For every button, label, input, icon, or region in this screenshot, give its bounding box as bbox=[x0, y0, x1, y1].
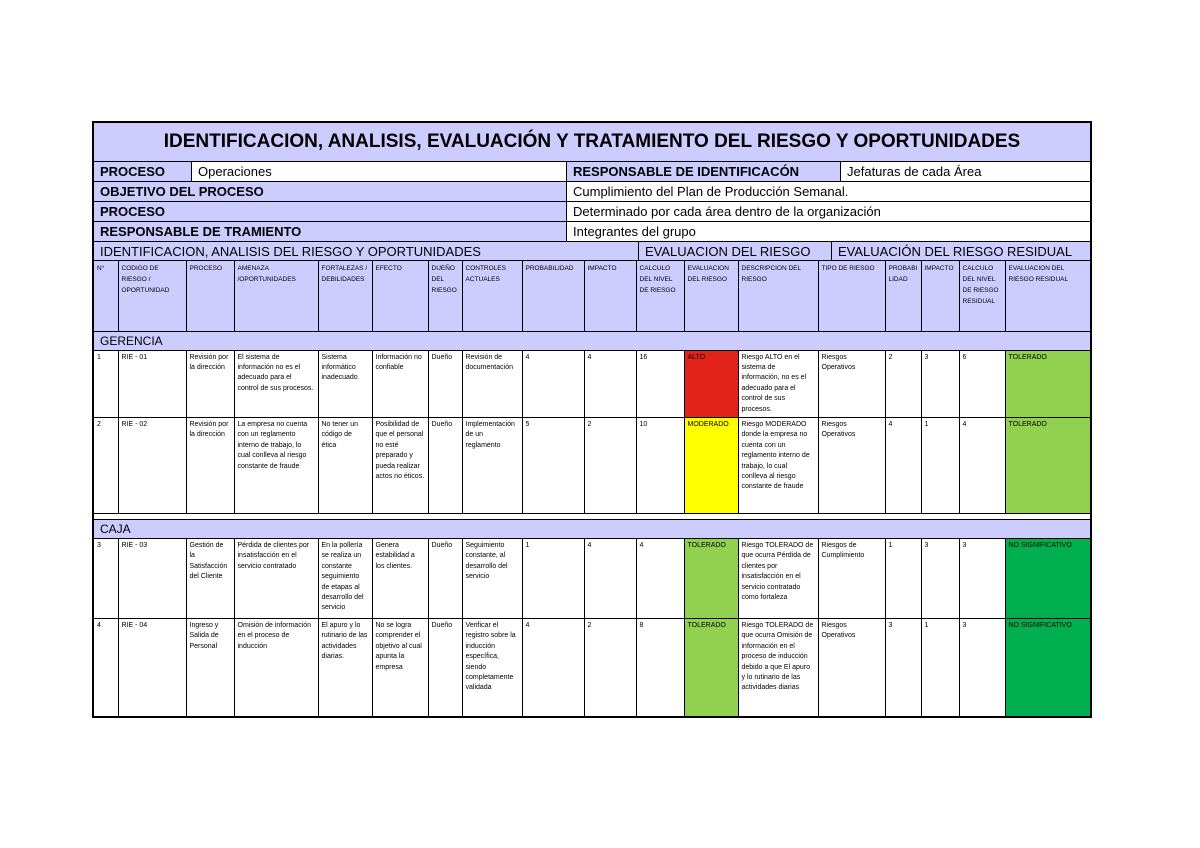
cell-fortalezas: El apuro y lo rutinario de las actividades diarias. bbox=[318, 618, 372, 716]
table-row bbox=[94, 538, 1090, 618]
column-header: CALCULO DEL NIVEL DE RIESGO RESIDUAL bbox=[959, 261, 1005, 331]
cell-amenaza: El sistema de información no es el adecuado para el control de sus procesos. bbox=[234, 350, 318, 417]
cell-tipo: Riesgos Operativos bbox=[818, 417, 885, 513]
cell-prob: 1 bbox=[522, 538, 584, 618]
cell-codigo: RIE - 03 bbox=[118, 538, 186, 618]
cell-amenaza: Pérdida de clientes por insatisfacción en el servicio contratado bbox=[234, 538, 318, 618]
cell-calculo: 10 bbox=[636, 417, 684, 513]
column-header: CONTROLES ACTUALES bbox=[462, 261, 522, 331]
info-row-proceso2 bbox=[94, 202, 1090, 222]
proceso-label: PROCESO bbox=[94, 162, 192, 181]
info-row-objetivo bbox=[94, 182, 1090, 202]
cell-descripcion: Riesgo TOLERADO de que ocurra Pérdida de clientes por insatisfacción en el servicio contratado como fortaleza bbox=[738, 538, 818, 618]
cell-calculo-r: 3 bbox=[959, 538, 1005, 618]
cell-n: 3 bbox=[94, 538, 118, 618]
column-header: CODIGO DE RIESGO / OPORTUNIDAD bbox=[118, 261, 186, 331]
cell-evaluacion: ALTO bbox=[684, 350, 738, 417]
responsable-identificacion-label: RESPONSABLE DE IDENTIFICACÓN bbox=[567, 162, 841, 181]
objetivo-value: Cumplimiento del Plan de Producción Semanal. bbox=[573, 184, 849, 199]
cell-amenaza: La empresa no cuenta con un reglamento interno de trabajo, lo cual conlleva al riesgo constante de fraude bbox=[234, 417, 318, 513]
cell-prob-r: 4 bbox=[885, 417, 921, 513]
cell-impacto-r: 1 bbox=[921, 618, 959, 716]
responsable-tratamiento-value: Integrantes del grupo bbox=[573, 224, 696, 239]
section-evaluacion: EVALUACION DEL RIESGO bbox=[639, 242, 832, 260]
cell-controles: Revisión de documentación bbox=[462, 350, 522, 417]
cell-impacto-r: 3 bbox=[921, 538, 959, 618]
table-row bbox=[94, 350, 1090, 417]
cell-calculo-r: 6 bbox=[959, 350, 1005, 417]
group-row bbox=[94, 331, 1090, 350]
group-label: CAJA bbox=[94, 519, 1090, 538]
cell-evaluacion-r: NO SIGNIFICATIVO bbox=[1005, 618, 1090, 716]
table-row bbox=[94, 618, 1090, 716]
risk-table bbox=[94, 261, 1090, 716]
cell-proceso: Ingreso y Salida de Personal bbox=[186, 618, 234, 716]
cell-codigo: RIE - 02 bbox=[118, 417, 186, 513]
cell-efecto: No se logra comprender el objetivo al cual apunta la empresa bbox=[372, 618, 428, 716]
section-header-row bbox=[94, 242, 1090, 261]
column-header-row bbox=[94, 261, 1090, 331]
risk-matrix-sheet bbox=[92, 121, 1092, 718]
column-header: PROBABILIDAD bbox=[522, 261, 584, 331]
cell-evaluacion: MODERADO bbox=[684, 417, 738, 513]
cell-calculo: 8 bbox=[636, 618, 684, 716]
proceso-value: Operaciones bbox=[192, 162, 567, 181]
cell-controles: Verificar el registro sobre la inducción específica, siendo completamente validada bbox=[462, 618, 522, 716]
cell-dueno: Dueño bbox=[428, 350, 462, 417]
group-row bbox=[94, 519, 1090, 538]
column-header: TIPO DE RIESGO bbox=[818, 261, 885, 331]
cell-impacto-r: 1 bbox=[921, 417, 959, 513]
column-header: PROBABILIDAD bbox=[885, 261, 921, 331]
cell-impacto: 4 bbox=[584, 538, 636, 618]
cell-evaluacion-r: TOLERADO bbox=[1005, 350, 1090, 417]
column-header: IMPACTO bbox=[921, 261, 959, 331]
cell-codigo: RIE - 04 bbox=[118, 618, 186, 716]
column-header: AMENAZA /OPORTUNIDADES bbox=[234, 261, 318, 331]
cell-evaluacion-r: NO SIGNIFICATIVO bbox=[1005, 538, 1090, 618]
column-header: DESCRIPCION DEL RIESGO bbox=[738, 261, 818, 331]
cell-n: 1 bbox=[94, 350, 118, 417]
proceso2-label: PROCESO bbox=[94, 202, 567, 221]
info-row-responsable-tratamiento bbox=[94, 222, 1090, 242]
cell-fortalezas: En la pollería se realiza un constante seguimiento de etapas al desarrollo del servicio bbox=[318, 538, 372, 618]
cell-calculo: 4 bbox=[636, 538, 684, 618]
section-residual: EVALUACIÓN DEL RIESGO RESIDUAL bbox=[838, 243, 1073, 259]
proceso2-value: Determinado por cada área dentro de la organización bbox=[573, 204, 881, 219]
cell-n: 4 bbox=[94, 618, 118, 716]
cell-efecto: Información no confiable bbox=[372, 350, 428, 417]
cell-dueno: Dueño bbox=[428, 417, 462, 513]
cell-controles: Implementación de un reglamento bbox=[462, 417, 522, 513]
cell-evaluacion: TOLERADO bbox=[684, 538, 738, 618]
column-header: EVALUACION DEL RIESGO bbox=[684, 261, 738, 331]
cell-tipo: Riesgos Operativos bbox=[818, 618, 885, 716]
cell-efecto: Posibilidad de que el personal no esté preparado y pueda realizar actos no éticos. bbox=[372, 417, 428, 513]
cell-prob-r: 2 bbox=[885, 350, 921, 417]
cell-proceso: Revisión por la dirección bbox=[186, 417, 234, 513]
cell-codigo: RIE - 01 bbox=[118, 350, 186, 417]
cell-controles: Seguimiento constante, al desarrollo del servicio bbox=[462, 538, 522, 618]
column-header: N° bbox=[94, 261, 118, 331]
cell-prob: 4 bbox=[522, 350, 584, 417]
cell-efecto: Genera estabilidad a los clientes. bbox=[372, 538, 428, 618]
cell-calculo-r: 4 bbox=[959, 417, 1005, 513]
cell-impacto: 4 bbox=[584, 350, 636, 417]
cell-impacto: 2 bbox=[584, 417, 636, 513]
document-title: IDENTIFICACION, ANALISIS, EVALUACIÓN Y TRATAMIENTO DEL RIESGO Y OPORTUNIDADES bbox=[94, 123, 1090, 162]
responsable-identificacion-value: Jefaturas de cada Área bbox=[847, 164, 982, 179]
column-header: CALCULO DEL NIVEL DE RIESGO bbox=[636, 261, 684, 331]
cell-tipo: Riesgos de Cumplimiento bbox=[818, 538, 885, 618]
cell-impacto: 2 bbox=[584, 618, 636, 716]
cell-dueno: Dueño bbox=[428, 538, 462, 618]
column-header: FORTALEZAS / DEBILIDADES bbox=[318, 261, 372, 331]
cell-impacto-r: 3 bbox=[921, 350, 959, 417]
column-header: EVALUACION DEL RIESGO RESIDUAL bbox=[1005, 261, 1090, 331]
cell-descripcion: Riesgo MODERADO donde la empresa no cuenta con un reglamento interno de trabajo, lo cual conlleva al riesgo constante de fraude bbox=[738, 417, 818, 513]
cell-descripcion: Riesgo TOLERADO de que ocurra Omisión de información en el proceso de inducción debido a que El apuro y lo rutinario de las actividades diarias bbox=[738, 618, 818, 716]
column-header: DUEÑO DEL RIESGO bbox=[428, 261, 462, 331]
column-header: IMPACTO bbox=[584, 261, 636, 331]
cell-descripcion: Riesgo ALTO en el sistema de información, no es el adecuado para el control de sus procesos. bbox=[738, 350, 818, 417]
cell-prob: 4 bbox=[522, 618, 584, 716]
cell-dueno: Dueño bbox=[428, 618, 462, 716]
table-row bbox=[94, 417, 1090, 513]
cell-calculo-r: 3 bbox=[959, 618, 1005, 716]
cell-tipo: Riesgos Operativos bbox=[818, 350, 885, 417]
cell-prob-r: 1 bbox=[885, 538, 921, 618]
column-header: EFECTO bbox=[372, 261, 428, 331]
cell-prob: 5 bbox=[522, 417, 584, 513]
cell-n: 2 bbox=[94, 417, 118, 513]
column-header: PROCESO bbox=[186, 261, 234, 331]
cell-proceso: Gestión de la Satisfacción del Cliente bbox=[186, 538, 234, 618]
group-label: GERENCIA bbox=[94, 331, 1090, 350]
cell-fortalezas: Sistema informático inadecuado bbox=[318, 350, 372, 417]
cell-proceso: Revisión por la dirección bbox=[186, 350, 234, 417]
cell-evaluacion: TOLERADO bbox=[684, 618, 738, 716]
cell-calculo: 16 bbox=[636, 350, 684, 417]
cell-evaluacion-r: TOLERADO bbox=[1005, 417, 1090, 513]
cell-prob-r: 3 bbox=[885, 618, 921, 716]
responsable-tratamiento-label: RESPONSABLE DE TRAMIENTO bbox=[94, 222, 567, 241]
objetivo-label: OBJETIVO DEL PROCESO bbox=[94, 182, 567, 201]
cell-fortalezas: No tener un código de ética bbox=[318, 417, 372, 513]
section-identificacion: IDENTIFICACION, ANALISIS DEL RIESGO Y OPORTUNIDADES bbox=[94, 242, 639, 260]
info-row-proceso bbox=[94, 162, 1090, 182]
cell-amenaza: Omisión de información en el proceso de inducción bbox=[234, 618, 318, 716]
